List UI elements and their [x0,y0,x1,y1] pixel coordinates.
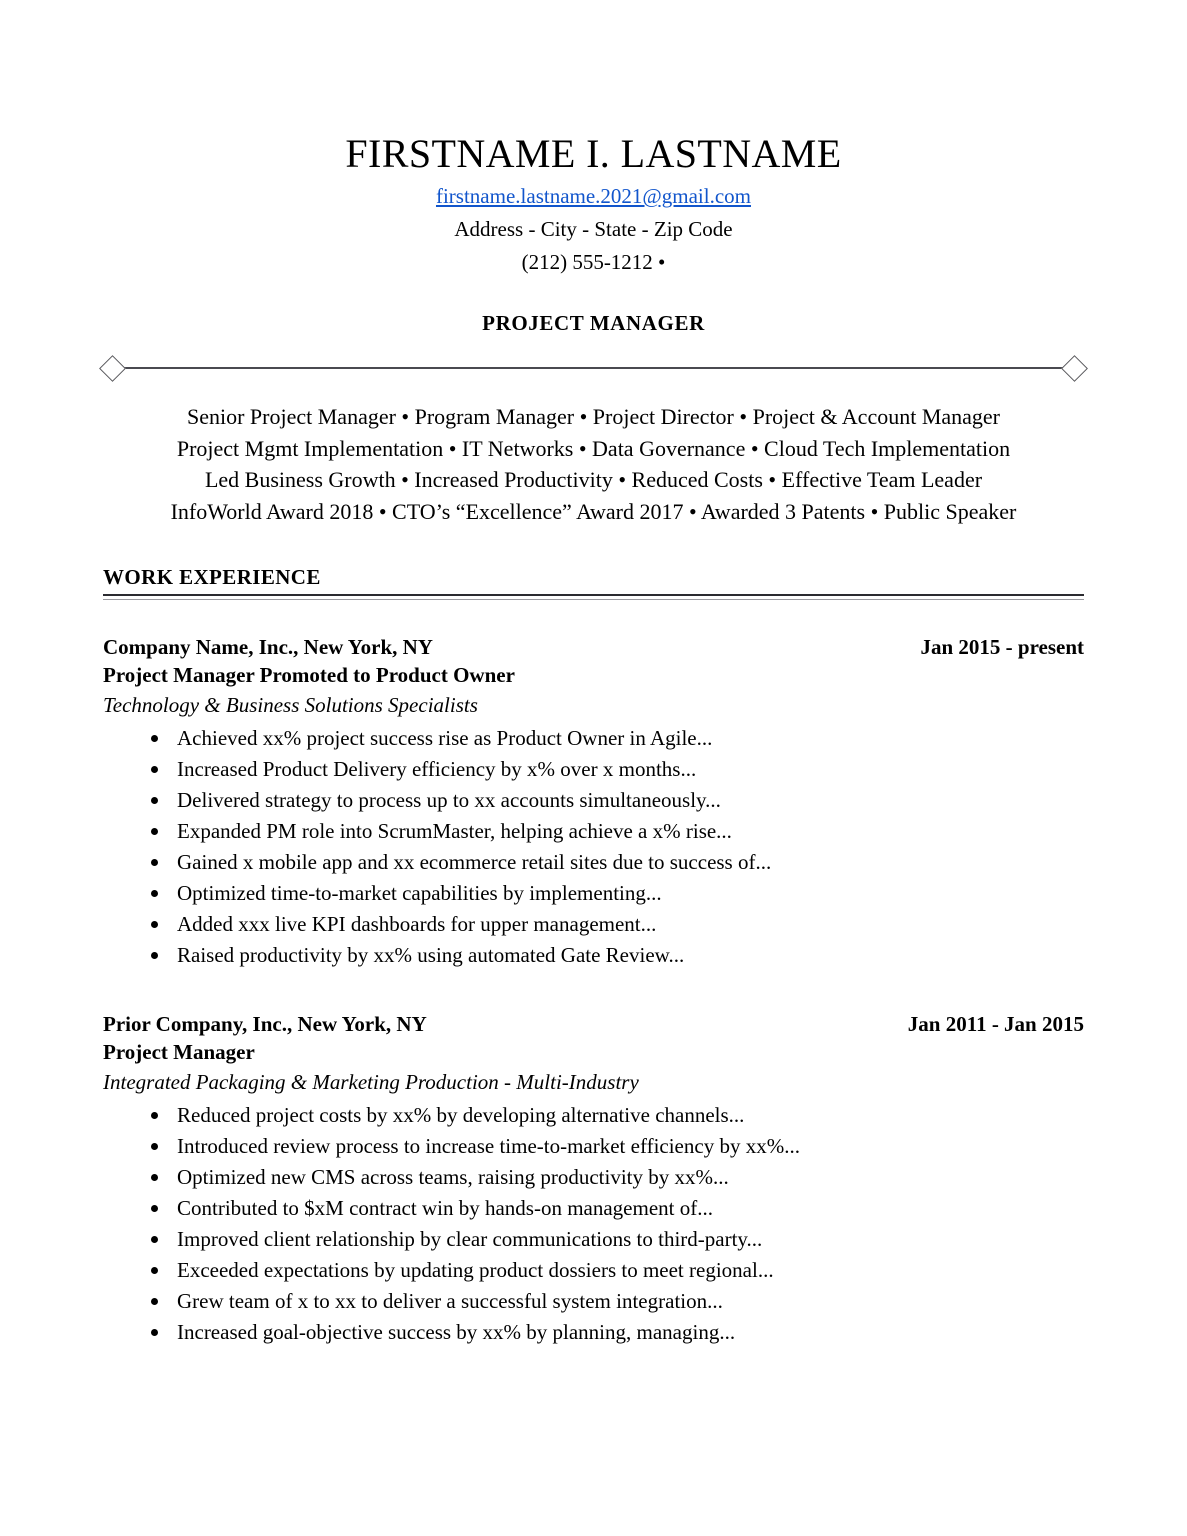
list-item [103,878,1084,909]
list-item-text: Optimized time-to-market capabilities by implementing... [177,881,662,905]
achievement-list [103,1100,1084,1348]
section-heading: WORK EXPERIENCE [103,565,321,589]
job-entry [103,634,1084,971]
list-item [103,723,1084,754]
bullet-icon [151,1236,158,1243]
skills-line: Project Mgmt Implementation • IT Networks • Data Governance • Cloud Tech Implementation [176,435,1011,461]
list-item-text: Reduced project costs by xx% by developing alternative channels... [177,1103,745,1127]
list-item [103,1286,1084,1317]
list-item-text: Gained x mobile app and xx ecommerce retail sites due to success of... [177,850,772,874]
list-item [103,1193,1084,1224]
list-item-text: Grew team of x to xx to deliver a successful system integration... [177,1289,723,1313]
bullet-icon [151,1329,158,1336]
achievement-list [103,723,1084,971]
bullet-icon [151,1112,158,1119]
list-item-text: Achieved xx% project success rise as Product Owner in Agile... [177,726,713,750]
bullet-icon [151,1205,158,1212]
employment-dates: Jan 2015 - present [920,635,1084,659]
bullet-icon [151,859,158,866]
job-role: Project Manager Promoted to Product Owner [103,663,515,687]
employment-dates: Jan 2011 - Jan 2015 [907,1012,1084,1036]
phone-line: (212) 555-1212 • [521,250,666,274]
job-role: Project Manager [103,1040,255,1064]
job-entry [103,1011,1084,1348]
bullet-icon [151,828,158,835]
job-header-row [103,634,1084,661]
skills-summary [103,401,1084,527]
list-item [103,1100,1084,1131]
list-item-text: Exceeded expectations by updating product dossiers to meet regional... [177,1258,774,1282]
list-item [103,847,1084,878]
list-item-text: Optimized new CMS across teams, raising productivity by xx%... [177,1165,729,1189]
list-item [103,1224,1084,1255]
bullet-icon [151,921,158,928]
list-item [103,785,1084,816]
email-line [103,183,1084,212]
company-name: Company Name, Inc., New York, NY [103,635,433,659]
bullet-icon [151,1174,158,1181]
diamond-divider [103,353,1084,383]
list-item-text: Introduced review process to increase time-to-market efficiency by xx%... [177,1134,800,1158]
bullet-icon [151,890,158,897]
address-line: Address - City - State - Zip Code [454,217,733,241]
skills-line: Senior Project Manager • Program Manager • Project Director • Project & Account Manager [186,404,1001,429]
company-descriptor: Technology & Business Solutions Specialists [103,693,478,717]
job-header-row [103,1011,1084,1038]
list-item-text: Raised productivity by xx% using automated Gate Review... [177,943,685,967]
bullet-icon [151,1298,158,1305]
company-descriptor: Integrated Packaging & Marketing Production - Multi-Industry [103,1070,639,1094]
diamond-left-icon [99,355,126,382]
bullet-icon [151,952,158,959]
company-name: Prior Company, Inc., New York, NY [103,1012,427,1036]
list-item [103,940,1084,971]
headline-job-title: PROJECT MANAGER [482,311,705,335]
bullet-icon [151,1143,158,1150]
list-item-text: Expanded PM role into ScrumMaster, helping achieve a x% rise... [177,819,732,843]
list-item-text: Added xxx live KPI dashboards for upper management... [177,912,657,936]
list-item [103,1317,1084,1348]
list-item [103,909,1084,940]
list-item-text: Increased goal-objective success by xx% by planning, managing... [177,1320,736,1344]
email-link[interactable]: firstname.lastname.2021@gmail.com [435,184,751,208]
list-item [103,1131,1084,1162]
list-item [103,754,1084,785]
bullet-icon [151,1267,158,1274]
list-item-text: Improved client relationship by clear communications to third-party... [177,1227,763,1251]
list-item [103,1162,1084,1193]
list-item-text: Contributed to $xM contract win by hands-on management of... [177,1196,713,1220]
bullet-icon [151,735,158,742]
bullet-icon [151,797,158,804]
divider-line [121,367,1066,369]
diamond-right-icon [1061,355,1088,382]
skills-line: InfoWorld Award 2018 • CTO’s “Excellence” Award 2017 • Awarded 3 Patents • Public Speaker [170,498,1017,524]
work-experience-section [103,565,1084,1348]
list-item-text: Increased Product Delivery efficiency by x% over x months... [177,757,697,781]
list-item-text: Delivered strategy to process up to xx accounts simultaneously... [177,788,721,812]
candidate-name: FIRSTNAME I. LASTNAME [345,131,842,176]
list-item [103,816,1084,847]
section-divider [103,594,1084,600]
list-item [103,1255,1084,1286]
skills-line: Led Business Growth • Increased Productivity • Reduced Costs • Effective Team Leader [204,467,983,492]
resume-header [103,0,1084,278]
bullet-icon [151,766,158,773]
